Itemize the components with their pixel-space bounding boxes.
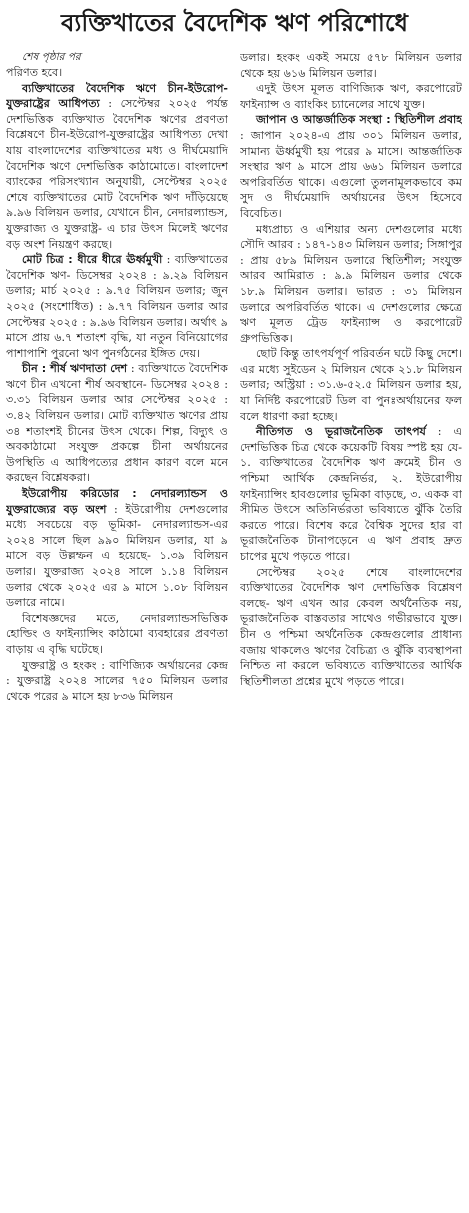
subheading: ইউরোপীয় করিডোর : নেদারল্যান্ডস ও যুক্তরাজ্যের বড় অংশ bbox=[6, 487, 228, 516]
subheading: মোট চিত্র : ধীরে ধীরে ঊর্ধ্বমুখী bbox=[22, 253, 163, 267]
paragraph: বিশেষজ্ঞদের মতে, নেদারল্যান্ডসভিত্তিক হোল্ডিং ও ফাইন্যান্সিং কাঠামো ব্যবহারের প্রবণতা বাড়ায় এ বৃদ্ধি ঘটেছে। bbox=[6, 611, 228, 656]
section-overall-trend bbox=[6, 252, 228, 361]
continuation-label: শেষ পৃষ্ঠার পর bbox=[22, 51, 81, 63]
paragraph: ডলার। হংকং একই সময়ে ৫৭৮ মিলিয়ন ডলার থেকে হয় ৬১৬ মিলিয়ন ডলার। bbox=[240, 51, 462, 80]
paragraph: পরিণত হবে। bbox=[6, 66, 63, 79]
section-policy bbox=[240, 424, 462, 564]
paragraph: সেপ্টেম্বর ২০২৫ শেষে বাংলাদেশের ব্যক্তিখাতের বৈদেশিক ঋণ দেশভিত্তিক বিশ্লেষণ বলছে- ঋণ এখন আর কেবল অর্থনৈতিক নয়, ভূরাজনৈতিক বাস্তবতার সাথেও গভীরভাবে যুক্ত। চীন ও পশ্চিমা অর্থনৈতিক কেন্দ্রগুলোর প্রাধান্য বজায় থাকলেও ঋণের বৈচিত্র্য ও ঝুঁকি ব্যবস্থাপনা নিশ্চিত না করলে ভবিষ্যতে ব্যক্তিখাতের আর্থিক স্থিতিশীলতা প্রশ্নের মুখে পড়তে পারে। bbox=[240, 565, 462, 688]
subheading: চীন : শীর্ষ ঋণদাতা দেশ bbox=[22, 362, 128, 376]
paragraph: এদুই উৎস মূলত বাণিজ্যিক ঋণ, করপোরেট ফাইন্যান্স ও ব্যাংকিং চ্যানেলের সাথে যুক্ত। bbox=[240, 82, 462, 111]
section-body: : ব্যক্তিখাতে বৈদেশিক ঋণে চীন এখনো শীর্ষ অবস্থানে- ডিসেম্বর ২০২৪ : ৩.৩১ বিলিয়ন ডলার আর সেপ্টেম্বর ২০২৫ : ৩.৪২ বিলিয়ন ডলার। মোট ব্যক্তিখাত ঋণের প্রায় ৩৪ শতাংশই চীনের উৎস থেকে। শিল্প, বিদ্যুৎ ও অবকাঠামো সংযুক্ত প্রকল্পে চীনা অর্থায়নের উপস্থিতি এ আধিপত্যের প্রধান কারণ বলে মনে করছেন বিশ্লেষকরা। bbox=[6, 362, 228, 485]
subheading: ব্যক্তিখাতের বৈদেশিক ঋণে চীন-ইউরোপ-যুক্তরাষ্ট্রের আধিপত্য bbox=[6, 81, 228, 111]
section-body: : জাপান ২০২৪-এ প্রায় ৩০১ মিলিয়ন ডলার, সামান্য ঊর্ধ্বমুখী হয় পরের ৯ মাসে। আন্তর্জাতিক সংস্থার ঋণ ৯ মাসে প্রায় ৬৬১ মিলিয়ন ডলারে অপরিবর্তিত থাকে। এগুলো তুলনামূলকভাবে কম সুদ ও দীর্ঘমেয়াদি অর্থায়নের উৎস হিসেবে বিবেচিত। bbox=[240, 128, 462, 220]
headline: ব্যক্তিখাতের বৈদেশিক ঋণ পরিশোধে bbox=[61, 9, 408, 37]
section-europe bbox=[6, 486, 228, 611]
section-japan bbox=[240, 112, 462, 221]
section-body: : ইউরোপীয় দেশগুলোর মধ্যে সবচেয়ে বড় ভূমিকা- নেদারল্যান্ডস-এর ২০২৪ সালে ছিল ৯৯০ মিলিয়ন ডলার, যা ৯ মাসে বড় উল্লম্ফন এ হয়েছে- ১.৩৯ বিলিয়ন ডলার। যুক্তরাজ্য ২০২৪ সালে ১.১৪ বিলিয়ন ডলার থেকে ২০২৫ এর ৯ মাসে ১.০৮ বিলিয়ন ডলারে নামে। bbox=[6, 502, 228, 610]
section-body: : ব্যক্তিখাতের বৈদেশিক ঋণ- ডিসেম্বর ২০২৪ : ৯.২৯ বিলিয়ন ডলার; মার্চ ২০২৫ : ৯.৭৫ বিলিয়ন ডলার; জুন ২০২৫ (সংশোধিত) : ৯.৭৭ বিলিয়ন ডলার আর সেপ্টেম্বর ২০২৫ : ৯.৯৬ বিলিয়ন ডলার। অর্থাৎ ৯ মাসে প্রায় ৬.৭ শতাংশ বৃদ্ধি, যা নতুন বিনিয়োগের পাশাপাশি পুরনো ঋণ পুনর্গঠনের ইঙ্গিত দেয়। bbox=[6, 253, 228, 360]
subheading: নীতিগত ও ভূরাজনৈতিক তাৎপর্য bbox=[256, 425, 426, 439]
article-columns bbox=[6, 50, 463, 1212]
paragraph: যুক্তরাষ্ট্র ও হংকং : বাণিজ্যিক অর্থায়নের কেন্দ্র : যুক্তরাষ্ট্র ২০২৪ সালের ৭৫০ মিলিয়ন ডলার থেকে পরের ৯ মাসে হয় ৮৩৬ মিলিয়ন bbox=[6, 658, 228, 703]
section-body: : সেপ্টেম্বর ২০২৫ পর্যন্ত দেশভিত্তিক ব্যক্তিখাত বৈদেশিক ঋণের প্রবণতা বিশ্লেষণে চীন-ইউরোপ-যুক্তরাষ্ট্রের আধিপত্য দেখা যায় বাংলাদেশের ব্যক্তিখাতের মধ্য ও দীর্ঘমেয়াদি বৈদেশিক ঋণে দেশভিত্তিক কাঠামোতে। বাংলাদেশ ব্যাংকের পরিসংখ্যান অনুযায়ী, সেপ্টেম্বর ২০২৫ শেষে ব্যক্তিখাতের মোট বৈদেশিক ঋণ দাঁড়িয়েছে ৯.৯৬ বিলিয়ন ডলার, যেখানে চীন, নেদারল্যান্ডস, যুক্তরাজ্য ও যুক্তরাষ্ট্র- এ চার উৎস মিলেই ঋণের বড় অংশ নিয়ন্ত্রণ করছে। bbox=[6, 97, 228, 251]
paragraph: মধ্যপ্রাচ্য ও এশিয়ার অন্য দেশগুলোর মধ্যে সৌদি আরব : ১৪৭-১৪৩ মিলিয়ন ডলার; সিঙ্গাপুর : প্রায় ৫৮৯ মিলিয়ন ডলারে স্থিতিশীল; সংযুক্ত আরব আমিরাত : ৯.৯ মিলিয়ন ডলার থেকে ১৮.৯ মিলিয়ন ডলার। ভারত : ৩১ মিলিয়ন ডলারে অপরিবর্তিত থাকে। এ দেশগুলোর ক্ষেত্রে ঋণ মূলত ট্রেড ফাইন্যান্স ও করপোরেট গ্রুপভিত্তিক। bbox=[240, 222, 462, 345]
section-body: : এ দেশভিত্তিক চিত্র থেকে কয়েকটি বিষয় স্পষ্ট হয় যে- ১. ব্যক্তিখাতের বৈদেশিক ঋণ ক্রমেই চীন ও পশ্চিমা আর্থিক কেন্দ্রনির্ভর, ২. ইউরোপীয় ফাইন্যান্সিং হাবগুলোর ভূমিকা বাড়ছে, ৩. একক বা সীমিত উৎসে অতিনির্ভরতা ভবিষ্যতে ঝুঁকি তৈরি করতে পারে। বিশেষ করে বৈশ্বিক সুদের হার বা ভূরাজনৈতিক টানাপড়েনে এ ঋণ প্রবাহ দ্রুত চাপের মুখে পড়তে পারে। bbox=[240, 425, 462, 563]
column-right bbox=[240, 50, 462, 1212]
column-left bbox=[6, 50, 228, 1212]
paragraph: ছোট কিন্তু তাৎপর্যপূর্ণ পরিবর্তন ঘটে কিছু দেশে। এর মধ্যে সুইডেন ২ মিলিয়ন থেকে ২১.৮ মিলিয়ন ডলার; অস্ট্রিয়া : ৩১.৬-৫২.৫ মিলিয়ন ডলার হয়, যা নির্দিষ্ট করপোরেট ডিল বা পুনঃঅর্থায়নের ফল বলে ধারণা করা হচ্ছে। bbox=[240, 347, 462, 423]
subheading: জাপান ও আন্তর্জাতিক সংস্থা : স্থিতিশীল প্রবাহ bbox=[256, 113, 462, 127]
section-china-europe-usa bbox=[6, 81, 228, 253]
section-china bbox=[6, 361, 228, 486]
